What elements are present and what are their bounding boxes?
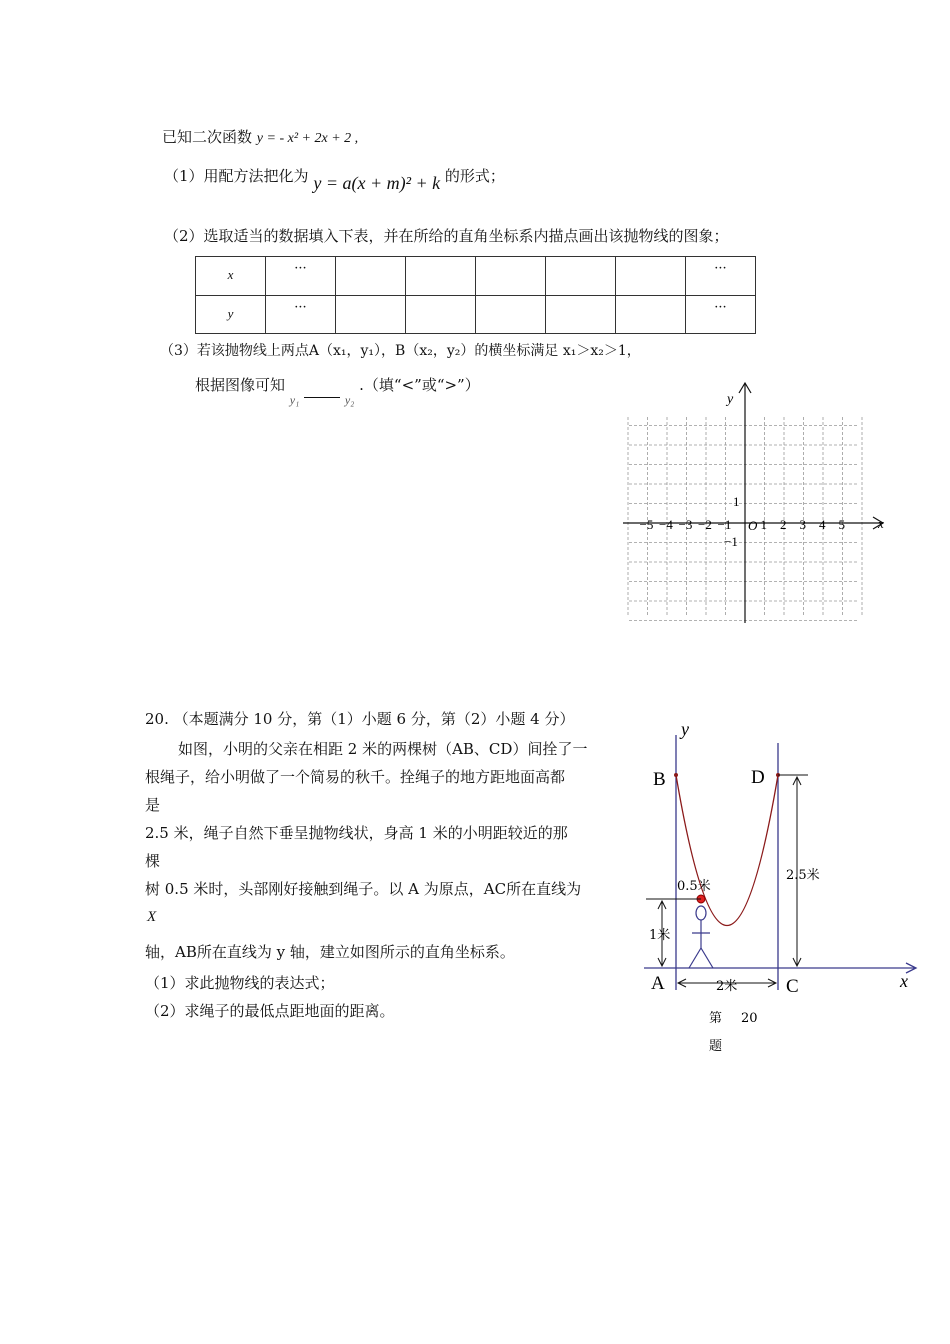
value-table <box>195 256 756 334</box>
rope-end-b <box>674 773 678 777</box>
q20-line5: 棵 <box>145 852 161 870</box>
q19-part1-formula: y = a(x + m)² + k <box>313 173 441 193</box>
q19-part3-line2 <box>195 374 480 407</box>
table-cell-ellipsis: ··· <box>686 295 756 334</box>
table-cell-empty[interactable] <box>406 257 476 296</box>
table-cell-empty[interactable] <box>546 257 616 296</box>
q19-part1-suffix: 的形式； <box>444 167 505 185</box>
answer-blank[interactable] <box>304 397 340 398</box>
label-d: D <box>751 767 765 788</box>
table-cell-empty[interactable] <box>336 295 406 334</box>
table-cell-empty[interactable] <box>616 257 686 296</box>
x-tick-label: −3 <box>678 517 693 532</box>
q19-part3-y1: y₁ <box>289 393 300 407</box>
grid-one-label: 1 <box>733 494 740 509</box>
q19-part3-prefix: 根据图像可知 <box>195 376 286 394</box>
grid-y-label: y <box>727 392 734 407</box>
x-tick-label: 3 <box>799 517 806 532</box>
grid-neg-one-label: −1 <box>724 534 738 549</box>
table-row-y <box>196 295 756 334</box>
table-cell-empty[interactable] <box>476 257 546 296</box>
q19-intro <box>162 126 358 147</box>
table-header-x: x <box>196 257 266 296</box>
fig-y-label: y <box>681 719 689 739</box>
caption-number: 20 <box>741 1011 758 1026</box>
label-one-meter: 1米 <box>649 928 671 943</box>
label-two-meter: 2米 <box>716 979 738 994</box>
q20-sub1: （1）求此抛物线的表达式； <box>145 974 335 992</box>
label-height: 2.5米 <box>786 868 820 883</box>
label-a: A <box>651 973 665 994</box>
x-tick-labels <box>640 517 846 532</box>
x-tick-label: 4 <box>819 517 826 532</box>
q19-intro-prefix: 已知二次函数 <box>162 128 253 146</box>
q19-part1-prefix: （1）用配方法把化为 <box>164 167 309 185</box>
q19-part1 <box>164 165 505 193</box>
q20-line3: 是 <box>145 796 161 814</box>
stick-figure <box>689 906 713 968</box>
q20-line1: 如图，小明的父亲在相距 2 米的两棵树（AB、CD）间拴了一 <box>178 740 588 758</box>
q19-part2: （2）选取适当的数据填入下表，并在所给的直角坐标系内描点画出该抛物线的图象； <box>164 227 729 245</box>
x-tick-label: 1 <box>760 517 767 532</box>
q20-line8: 轴，AB所在直线为 y 轴，建立如图所示的直角坐标系。 <box>145 943 515 961</box>
rope-parabola <box>676 775 778 926</box>
q19-part3-line1: （3）若该抛物线上两点A（x₁，y₁），B（x₂，y₂）的横坐标满足 x₁＞x₂＞1， <box>160 343 641 359</box>
q20-sub2: （2）求绳子的最低点距地面的距离。 <box>145 1002 395 1020</box>
table-cell-empty[interactable] <box>546 295 616 334</box>
q19-part3-y2: y₂ <box>344 393 355 407</box>
table-cell-ellipsis: ··· <box>266 295 336 334</box>
q20-line4: 2.5 米，绳子自然下垂呈抛物线状，身高 1 米的小明距较近的那 <box>145 824 568 842</box>
x-tick-label: −2 <box>698 517 712 532</box>
grid-origin-label: O <box>748 518 758 533</box>
table-row-x <box>196 257 756 296</box>
q19-intro-formula: y = - x² + 2x + 2 , <box>256 131 359 146</box>
table-cell-empty[interactable] <box>616 295 686 334</box>
q20-line7: X <box>147 909 157 925</box>
table-cell-empty[interactable] <box>336 257 406 296</box>
fig-x-label: x <box>900 971 908 991</box>
caption-suffix: 题 <box>709 1039 723 1054</box>
label-c: C <box>786 976 799 997</box>
table-header-y: y <box>196 295 266 334</box>
swing-figure <box>640 715 930 1065</box>
label-b: B <box>653 769 666 790</box>
x-tick-label: −4 <box>659 517 673 532</box>
table-cell-empty[interactable] <box>406 295 476 334</box>
q20-header: 20. （本题满分 10 分，第（1）小题 6 分，第（2）小题 4 分） <box>145 710 575 728</box>
coordinate-grid <box>615 375 905 635</box>
table-cell-empty[interactable] <box>476 295 546 334</box>
label-half-meter: 0.5米 <box>677 879 711 894</box>
x-tick-label: −1 <box>717 517 732 532</box>
q20-line2: 根绳子，给小明做了一个简易的秋千。拴绳子的地方距地面高都 <box>145 768 566 786</box>
x-tick-label: 2 <box>780 517 787 532</box>
q19-part3-suffix: .（填“<”或“>”） <box>359 376 480 394</box>
table-cell-ellipsis: ··· <box>686 257 756 296</box>
caption-prefix: 第 <box>709 1011 723 1026</box>
q20-line6: 树 0.5 米时，头部刚好接触到绳子。以 A 为原点，AC所在直线为 <box>145 880 582 898</box>
x-tick-label: −5 <box>639 517 654 532</box>
x-tick-label: 5 <box>838 517 845 532</box>
table-cell-ellipsis: ··· <box>266 257 336 296</box>
grid-x-label: x <box>878 516 884 531</box>
